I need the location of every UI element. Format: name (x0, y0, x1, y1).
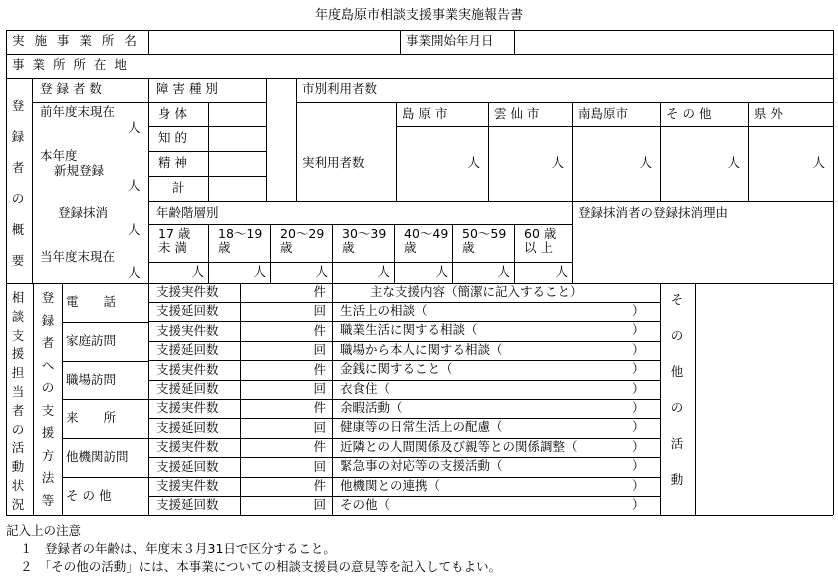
age-unit-0: 人 (191, 264, 204, 279)
note-item-2: ２ 「その他の活動」には、本事業についての相談支援員の意見等を記入してもよい。 (20, 559, 502, 574)
city-header-3: そ の 他 (666, 106, 712, 121)
support-row-unit: 回 (313, 381, 326, 396)
age-unit-4: 人 (435, 264, 448, 279)
disability-mental: 精 神 (158, 155, 187, 170)
main-content-close-10: ） (632, 497, 645, 512)
support-row-unit: 回 (313, 458, 326, 474)
activity-section-label-char: 相 (11, 290, 25, 305)
office-name-label: 実 施 事 業 所 名 (12, 33, 140, 48)
support-row-label: 支援実件数 (156, 322, 219, 338)
main-content-item-1: 職業生活に関する相談（ (340, 322, 478, 338)
grid-line (452, 224, 453, 283)
grid-line (32, 78, 33, 283)
main-content-close-3: ） (632, 361, 645, 377)
support-row-unit: 件 (313, 400, 326, 416)
grid-line (148, 515, 660, 516)
grid-line (660, 102, 661, 201)
age-group-4-line2: 歳 (404, 240, 417, 255)
disability-type-label: 障 害 種 別 (156, 81, 218, 96)
age-group-6-line2: 以 上 (524, 240, 553, 255)
age-unit-3: 人 (377, 264, 390, 279)
support-row-unit: 回 (313, 419, 326, 435)
method-section-label-char: 等 (41, 492, 55, 508)
grid-line (33, 283, 34, 515)
removal-label: 登録抹消 (58, 205, 109, 220)
age-group-2-line1: 20～29 (280, 226, 325, 241)
activity-section-label-char: 動 (11, 459, 25, 475)
prev-year-label: 前年度末現在 (40, 104, 116, 119)
activity-section-label-char: 活 (11, 440, 25, 456)
grid-line (148, 262, 572, 263)
support-row-label: 支援実件数 (156, 400, 219, 416)
registrant-count-label: 登 録 者 数 (40, 81, 102, 96)
grid-line (148, 78, 149, 283)
support-row-label: 支援延回数 (156, 342, 219, 358)
support-row-unit: 件 (313, 439, 326, 455)
main-content-close-4: ） (632, 380, 645, 396)
grid-line (62, 322, 148, 323)
method-4: 他機関訪問 (66, 449, 129, 465)
grid-line (488, 102, 489, 201)
main-content-item-6: 健康等の日常生活上の配慮（ (340, 419, 503, 435)
support-row-label: 支援延回数 (156, 381, 219, 396)
age-unit-5: 人 (497, 264, 510, 279)
main-content-close-7: ） (632, 438, 645, 454)
registrant-section-label-char: 録 (11, 129, 25, 144)
method-section-label-char: へ (41, 357, 55, 373)
support-row-unit: 件 (313, 361, 326, 377)
method-section-label-char: 登 (41, 290, 55, 305)
age-group-label: 年齢階層別 (156, 205, 219, 220)
age-group-3-line1: 30～39 (342, 226, 387, 241)
grid-line (62, 361, 148, 362)
other-activity-label-char: の (670, 328, 684, 343)
method-section-label-char: の (41, 380, 55, 395)
city-users-label: 市別利用者数 (302, 81, 378, 96)
registrant-section-label-char: の (11, 191, 25, 206)
activity-section-label-char: 状 (11, 478, 25, 493)
grid-line (148, 201, 833, 202)
grid-line (62, 477, 148, 478)
grid-line (296, 78, 297, 201)
grid-line (514, 224, 515, 283)
support-row-label: 支援実件数 (156, 478, 219, 493)
prev-year-unit: 人 (128, 120, 141, 135)
actual-users-label: 実利用者数 (302, 155, 365, 170)
method-section-label-char: 者 (41, 335, 55, 350)
note-item-1: １ 登録者の年齢は、年度末３月31日で区分すること。 (20, 541, 336, 556)
grid-line (148, 399, 660, 400)
start-date-label: 事業開始年月日 (406, 33, 494, 48)
main-content-close-5: ） (632, 400, 645, 415)
disability-intellectual: 知 的 (158, 130, 187, 145)
city-unit-0: 人 (467, 155, 480, 170)
age-group-0-line1: 17 歳 (158, 226, 191, 241)
notes-heading: 記入上の注意 (6, 523, 82, 538)
grid-line (6, 30, 833, 31)
main-content-item-0: 生活上の相談（ (340, 303, 428, 318)
grid-line (514, 30, 515, 54)
grid-line (572, 201, 573, 283)
other-activity-label-char: そ (670, 292, 684, 307)
support-row-label: 支援実件数 (156, 361, 219, 377)
grid-line (660, 283, 661, 515)
age-group-1-line1: 18～19 (218, 226, 263, 241)
support-row-label: 支援延回数 (156, 419, 219, 435)
age-group-3-line2: 歳 (342, 240, 355, 255)
activity-section-label-char: 当 (11, 384, 25, 399)
method-1: 家庭訪問 (66, 332, 117, 348)
main-content-item-9: 他機関との連携（ (340, 477, 441, 493)
grid-line (572, 102, 573, 201)
grid-line (296, 102, 833, 103)
method-section-label-char: 援 (41, 425, 55, 440)
main-content-close-8: ） (632, 458, 645, 474)
city-unit-3: 人 (727, 155, 740, 170)
age-group-5-line1: 50～59 (462, 226, 507, 241)
new-reg-unit: 人 (128, 178, 141, 193)
main-content-item-10: その他（ (340, 497, 391, 512)
age-group-4-line1: 40～49 (404, 226, 449, 241)
activity-section-label-char: 況 (11, 496, 25, 512)
support-row-unit: 件 (313, 284, 326, 299)
main-content-item-8: 緊急事の対応等の支援活動（ (340, 458, 503, 474)
activity-section-label-char: 担 (11, 365, 25, 381)
age-unit-1: 人 (253, 264, 266, 279)
method-section-label-char: 録 (41, 312, 55, 328)
age-group-5-line2: 歳 (462, 240, 475, 255)
grid-line (148, 176, 266, 177)
activity-section-label-char: 談 (11, 308, 25, 324)
age-unit-6: 人 (555, 264, 568, 279)
method-3: 来 所 (66, 410, 117, 426)
page-title: 年度島原市相談支援事業実施報告書 (314, 8, 523, 23)
main-content-item-4: 衣食住（ (340, 380, 391, 396)
support-row-unit: 件 (313, 478, 326, 493)
method-section-label-char: 法 (41, 470, 55, 485)
grid-line (6, 78, 833, 79)
support-row-unit: 件 (313, 322, 326, 338)
main-content-close-1: ） (632, 322, 645, 338)
removal-reason-label: 登録抹消者の登録抹消理由 (578, 205, 729, 220)
grid-line (148, 102, 266, 103)
support-row-label: 支援実件数 (156, 439, 219, 455)
grid-line (332, 224, 333, 283)
support-row-unit: 回 (313, 497, 326, 513)
age-group-2-line2: 歳 (280, 240, 293, 255)
main-content-close-2: ） (632, 341, 645, 357)
grid-line (148, 126, 266, 127)
new-reg-label-2: 新規登録 (54, 163, 105, 178)
city-header-0: 島 原 市 (402, 106, 448, 121)
activity-section-label-char: 者 (11, 402, 25, 418)
grid-line (208, 224, 209, 283)
grid-line (148, 224, 572, 225)
grid-line (396, 102, 397, 201)
other-activity-label-char: 他 (670, 364, 684, 379)
age-group-0-line2: 未 満 (158, 240, 187, 255)
new-reg-label-1: 本年度 (40, 148, 78, 163)
activity-section-label-char: 援 (11, 346, 25, 362)
grid-line (62, 438, 148, 439)
grid-line (396, 126, 833, 127)
notes (6, 522, 501, 576)
disability-total: 計 (172, 180, 185, 195)
city-unit-2: 人 (639, 155, 652, 170)
support-row-label: 支援延回数 (156, 497, 219, 513)
other-activity-label-char: の (670, 400, 684, 415)
main-content-item-5: 余暇活動（ (340, 400, 403, 415)
registrant-section-label-char: 概 (11, 222, 25, 237)
main-content-close-6: ） (632, 419, 645, 435)
city-header-2: 南島原市 (578, 106, 629, 121)
grid-line (148, 151, 266, 152)
support-row-label: 支援延回数 (156, 303, 219, 319)
grid-line (833, 30, 834, 515)
disability-physical: 身 体 (158, 106, 187, 121)
method-5: そ の 他 (66, 488, 112, 503)
grid-line (695, 283, 696, 515)
other-activity-label-char: 活 (670, 436, 684, 451)
city-header-1: 雲 仙 市 (494, 106, 540, 121)
main-content-close-9: ） (632, 477, 645, 493)
registrant-section-label-char: 者 (11, 160, 25, 175)
support-row-label: 支援実件数 (156, 284, 219, 299)
age-group-6-line1: 60 歳 (524, 226, 557, 241)
method-section-label-char: 支 (41, 402, 55, 418)
method-0: 電 話 (66, 294, 117, 309)
city-unit-4: 人 (812, 155, 825, 170)
support-row-label: 支援延回数 (156, 458, 219, 474)
grid-line (270, 224, 271, 283)
support-row-unit: 回 (313, 342, 326, 358)
city-header-4: 県 外 (754, 106, 783, 121)
grid-line (148, 380, 660, 381)
grid-line (148, 496, 660, 497)
method-section-label-char: 方 (41, 447, 55, 463)
current-year-unit: 人 (128, 265, 141, 280)
grid-line (400, 30, 401, 54)
activity-section-label-char: 支 (11, 327, 25, 343)
grid-line (62, 399, 148, 400)
main-content-header: 主な支援内容（簡潔に記入すること） (370, 284, 583, 299)
main-content-item-2: 職場から本人に関する相談（ (340, 341, 503, 357)
activity-section-label-char: の (11, 421, 25, 437)
main-content-close-0: ） (632, 303, 645, 318)
age-group-1-line2: 歳 (218, 240, 231, 255)
grid-line (32, 102, 148, 103)
removal-unit: 人 (128, 222, 141, 237)
support-row-unit: 回 (313, 303, 326, 319)
age-unit-2: 人 (315, 264, 328, 279)
grid-line (6, 54, 833, 55)
other-activity-label-char: 動 (670, 472, 684, 487)
grid-line (266, 78, 267, 201)
grid-line (148, 30, 149, 54)
main-content-item-3: 金銭に関すること（ (340, 361, 453, 377)
grid-line (6, 30, 7, 515)
method-2: 職場訪問 (66, 371, 117, 387)
main-content-item-7: 近隣との人間関係及び親等との関係調整（ (340, 438, 578, 454)
grid-line (748, 102, 749, 201)
current-year-label: 当年度末現在 (40, 249, 116, 264)
registrant-section-label-char: 要 (11, 253, 25, 268)
grid-line (394, 224, 395, 283)
registrant-section-label-char: 登 (11, 98, 25, 113)
city-unit-1: 人 (551, 155, 564, 170)
address-label: 事 業 所 所 在 地 (12, 57, 129, 72)
